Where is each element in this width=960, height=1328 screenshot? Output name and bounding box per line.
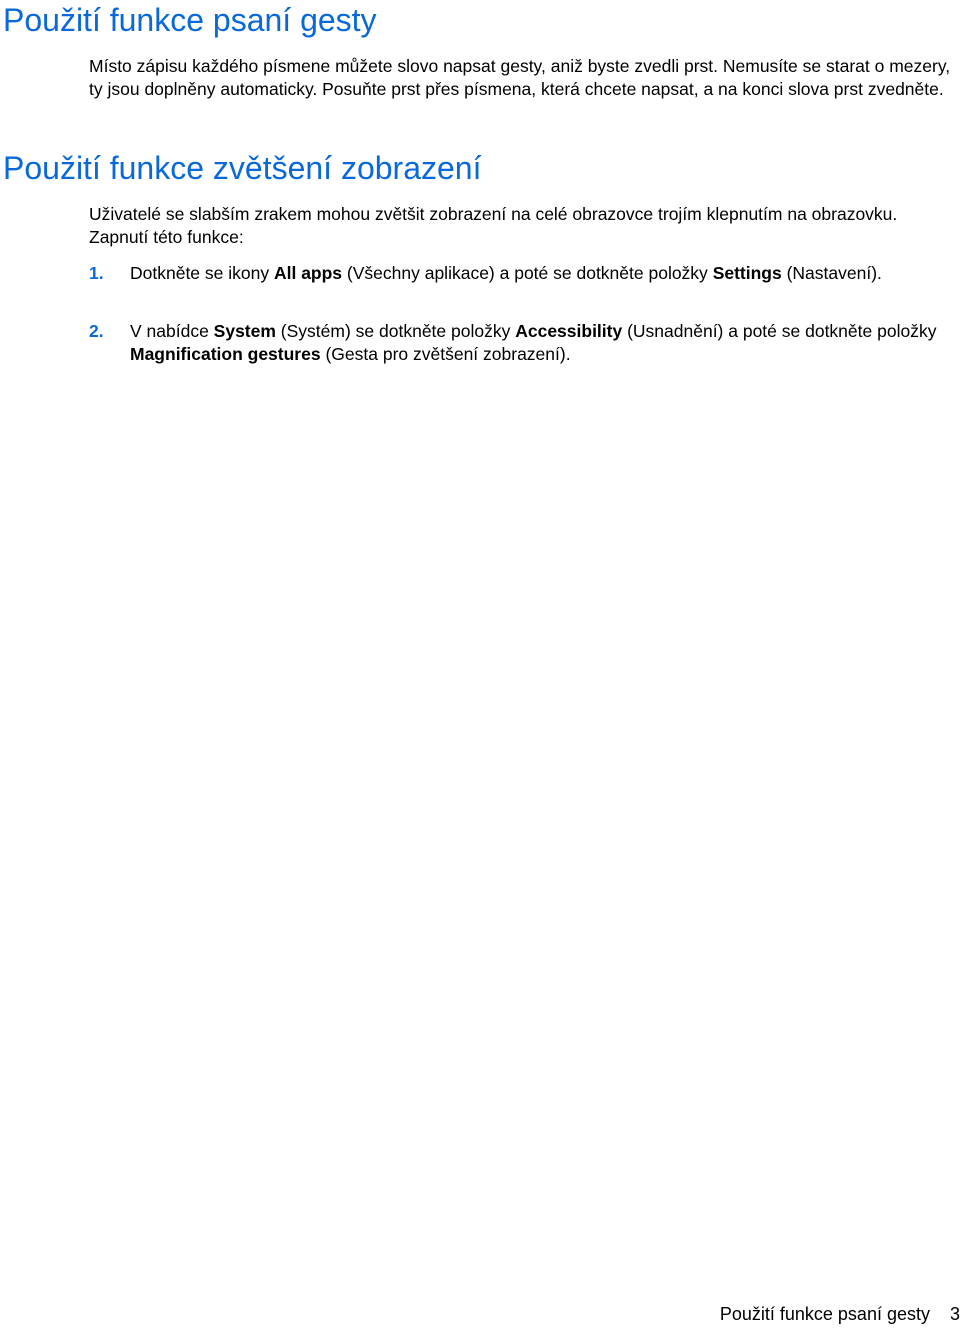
page-number: 3 — [949, 1304, 960, 1324]
magnification-paragraph: Uživatelé se slabším zrakem mohou zvětšit zobrazení na celé obrazovce trojím klepnutím na obrazovku. Zapnutí této funkce: — [89, 204, 898, 248]
step-text: Dotkněte se ikony All apps (Všechny aplikace) a poté se dotkněte položky Settings (Nastavení). — [130, 263, 882, 283]
page-footer — [720, 1302, 960, 1326]
section-heading-gesture-typing: Použití funkce psaní gesty — [3, 2, 377, 38]
step-text: V nabídce System (Systém) se dotkněte položky Accessibility (Usnadnění) a poté se dotkněte položky Magnification gestures (Gesta pro zvětšení zobrazení). — [130, 321, 937, 365]
ui-term-magnification-gestures: Magnification gestures — [130, 344, 321, 365]
step-item-2 — [89, 320, 951, 366]
gesture-typing-paragraph: Místo zápisu každého písmene můžete slovo napsat gesty, aniž byste zvedli prst. Nemusíte se starat o mezery, ty jsou doplněny automaticky. Posuňte prst přes písmena, která chcete napsat, a na konci slova prst zvedněte. — [89, 56, 951, 100]
ui-term-system: System — [213, 321, 276, 341]
footer-title: Použití funkce psaní gesty — [719, 1304, 930, 1324]
section-heading-magnification: Použití funkce zvětšení zobrazení — [3, 150, 482, 186]
step-item-1 — [89, 262, 951, 285]
step-number: 2. — [89, 321, 104, 341]
ui-term-accessibility: Accessibility — [515, 321, 623, 341]
ui-term-settings: Settings — [712, 263, 782, 283]
step-number: 1. — [89, 263, 104, 283]
ui-term-all-apps: All apps — [273, 263, 343, 283]
